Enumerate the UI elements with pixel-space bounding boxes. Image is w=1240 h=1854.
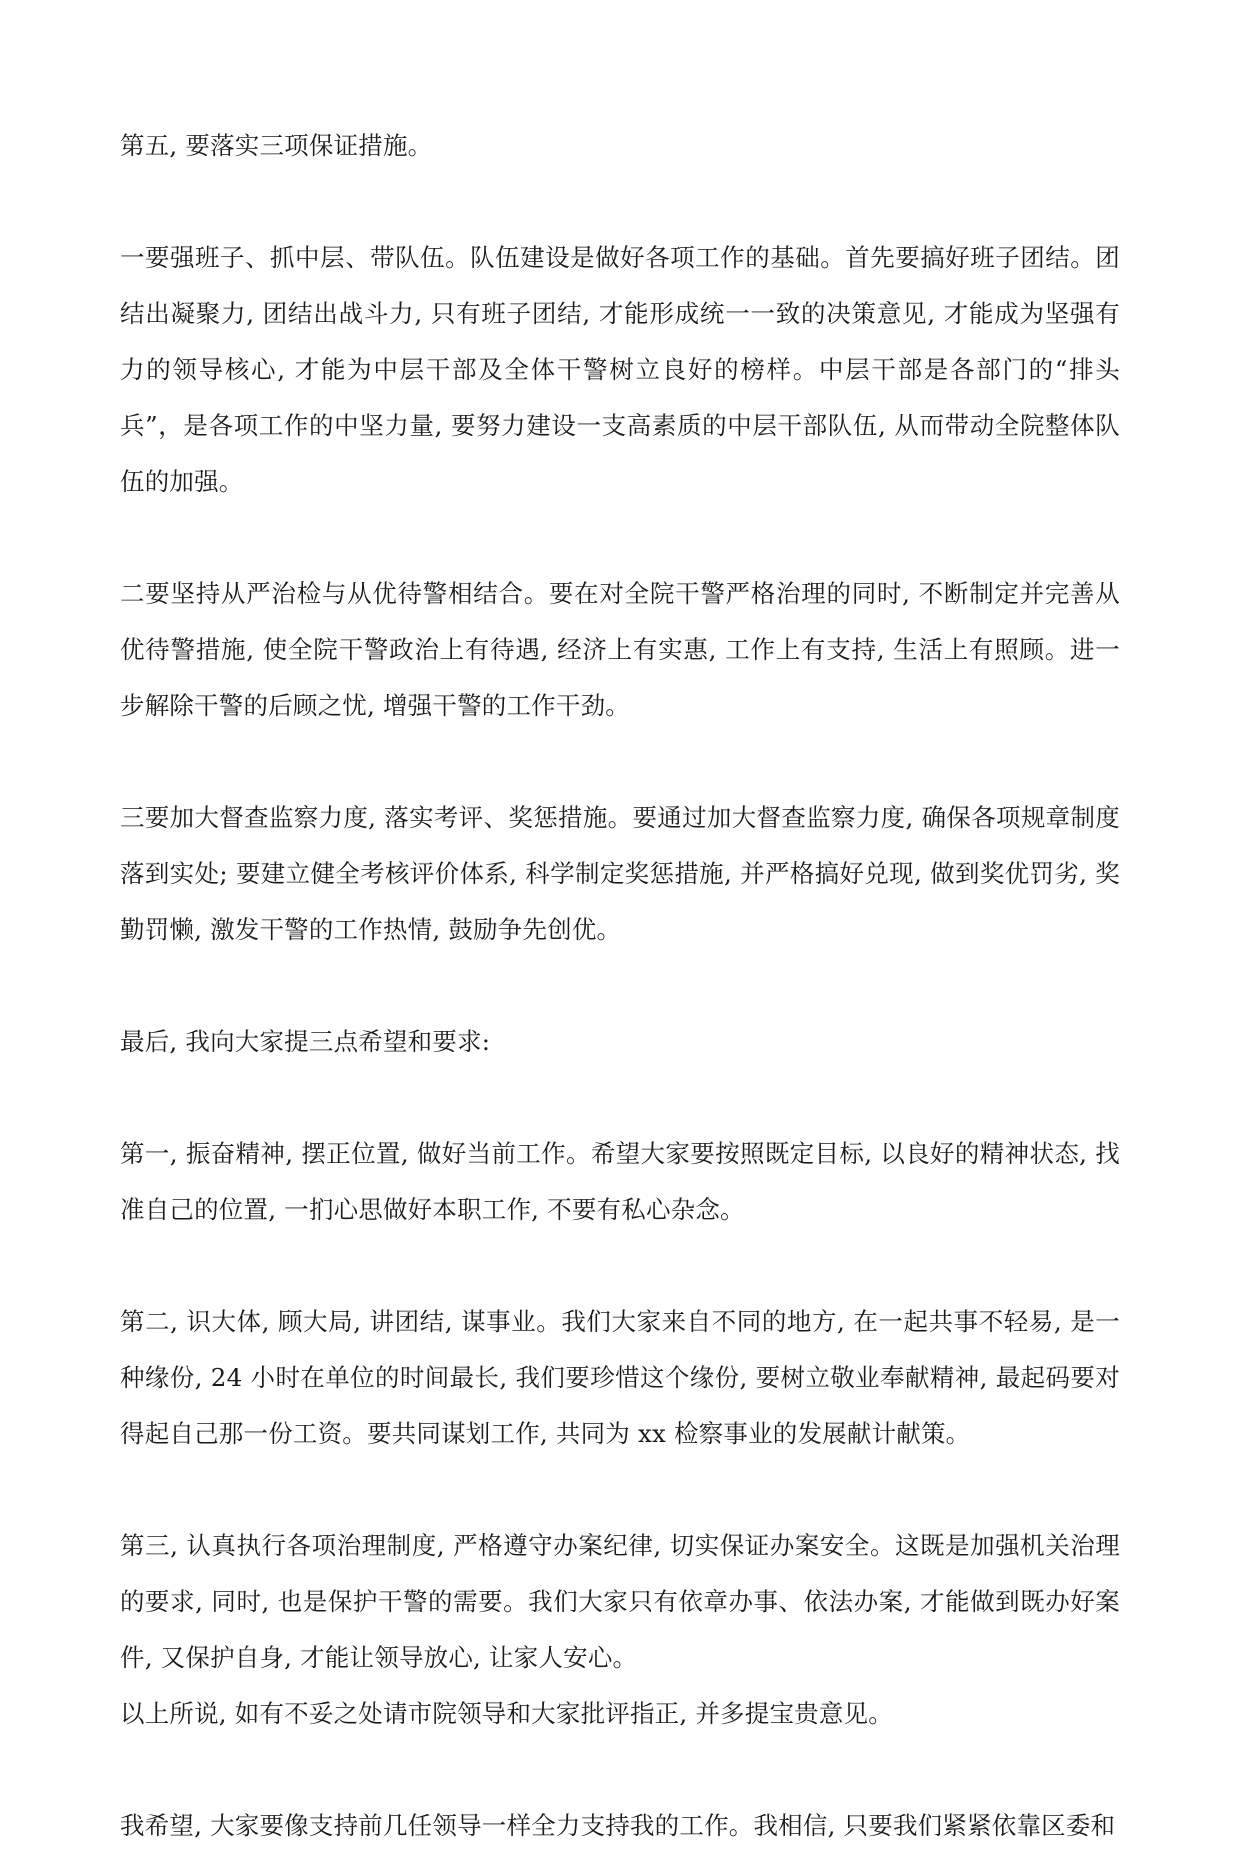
paragraph-hope-two: 第二, 识大体, 顾大局, 讲团结, 谋事业。我们大家来自不同的地方, 在一起共事不轻易, 是一种缘份, 24 小时在单位的时间最长, 我们要珍惜这个缘份, 要树立敬业奉献精神, 最起码要对得起自己那一份工资。要共同谋划工作, 共同为 xx 检察事业的发展献计献策。 xyxy=(120,1307,1120,1448)
document-page xyxy=(120,118,1120,1854)
paragraph-measure-one: 一要强班子、抓中层、带队伍。队伍建设是做好各项工作的基础。首先要搞好班子团结。团结出凝聚力, 团结出战斗力, 只有班子团结, 才能形成统一一致的决策意见, 才能成为坚强有力的领导核心, 才能为中层干部及全体干警树立良好的榜样。中层干部是各部门的“排头兵”，是各项工作的中坚力量, 要努力建设一支高素质的中层干部队伍, 从而带动全院整体队伍的加强。 xyxy=(120,243,1120,496)
paragraph-closing-remark: 以上所说, 如有不妥之处请市院领导和大家批评指正, 并多提宝贵意见。 xyxy=(120,1699,893,1728)
paragraph-final-wish: 我希望, 大家要像支持前几任领导一样全力支持我的工作。我相信, 只要我们紧紧依靠区委和 xyxy=(120,1811,1116,1840)
paragraph-hope-three: 第三, 认真执行各项治理制度, 严格遵守办案纪律, 切实保证办案安全。这既是加强机关治理的要求, 同时, 也是保护干警的需要。我们大家只有依章办事、依法办案, 才能做到既办好案件, 又保护自身, 才能让领导放心, 让家人安心。 xyxy=(120,1531,1120,1672)
paragraph-section-five: 第五, 要落实三项保证措施。 xyxy=(120,131,433,160)
paragraph-hope-one: 第一, 振奋精神, 摆正位置, 做好当前工作。希望大家要按照既定目标, 以良好的精神状态, 找准自己的位置, 一扪心思做好本职工作, 不要有私心杂念。 xyxy=(120,1139,1120,1224)
paragraph-finally: 最后, 我向大家提三点希望和要求: xyxy=(120,1027,491,1056)
paragraph-measure-two: 二要坚持从严治检与从优待警相结合。要在对全院干警严格治理的同时, 不断制定并完善从优待警措施, 使全院干警政治上有待遇, 经济上有实惠, 工作上有支持, 生活上有照顾。进一步解除干警的后顾之忧, 增强干警的工作干劲。 xyxy=(120,579,1120,720)
paragraph-measure-three: 三要加大督查监察力度, 落实考评、奖惩措施。要通过加大督查监察力度, 确保各项规章制度落到实处; 要建立健全考核评价体系, 科学制定奖惩措施, 并严格搞好兑现, 做到奖优罚劣, 奖勤罚懒, 激发干警的工作热情, 鼓励争先创优。 xyxy=(120,803,1120,944)
